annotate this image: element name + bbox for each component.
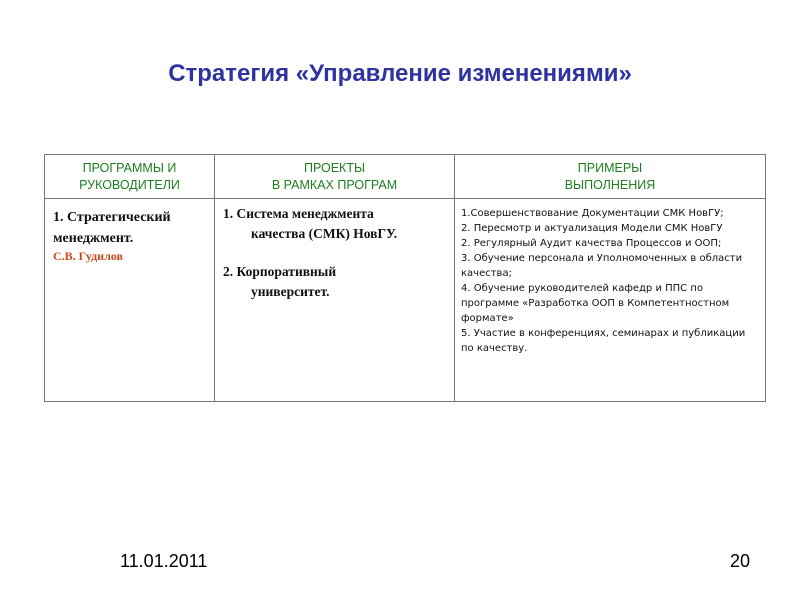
- slide-title: Стратегия «Управление изменениями»: [168, 60, 632, 87]
- header-projects-line1: ПРОЕКТЫ: [303, 160, 366, 175]
- header-examples: [455, 155, 766, 199]
- header-programs-line1: ПРОГРАММЫ И: [82, 160, 177, 175]
- header-projects: [215, 155, 455, 199]
- example-item-2: 2. Пересмотр и актуализация Модели СМК НовГУ: [461, 223, 723, 234]
- example-item-4: 3. Обучение персонала и Уполномоченных в области качества;: [461, 253, 743, 279]
- header-programs: [45, 155, 215, 199]
- program-leader: С.В. Гудилов: [53, 249, 123, 263]
- project-1-line2: качества (СМК) НовГУ.: [251, 226, 398, 241]
- projects-cell: [215, 199, 455, 402]
- header-programs-line2: РУКОВОДИТЕЛИ: [79, 177, 180, 192]
- program-name: 1. Стратегический менеджмент.: [53, 210, 171, 246]
- header-examples-line1: ПРИМЕРЫ: [577, 160, 643, 175]
- project-1-line1: 1. Система менеджмента: [223, 206, 374, 221]
- project-item-1: [215, 204, 454, 244]
- project-2-line2: университет.: [251, 284, 330, 299]
- program-cell: [45, 199, 215, 402]
- project-item-2: [215, 262, 454, 302]
- example-item-5: 4. Обучение руководителей кафедр и ППС по программе «Разработка ООП в Компетентностном формате»: [461, 283, 730, 324]
- project-2-line1: 2. Корпоративный: [223, 264, 337, 279]
- table-header-row: [45, 155, 766, 199]
- examples-list: [455, 199, 765, 356]
- example-item-1: 1.Совершенствование Документации СМК НовГУ;: [461, 208, 724, 219]
- strategy-table: [44, 154, 766, 402]
- header-examples-line2: ВЫПОЛНЕНИЯ: [564, 177, 656, 192]
- footer-date: 11.01.2011: [120, 551, 208, 571]
- examples-cell: [455, 199, 766, 402]
- table-row: [45, 199, 766, 402]
- example-item-3: 2. Регулярный Аудит качества Процессов и ООП;: [461, 238, 722, 249]
- page-number: 20: [730, 551, 751, 571]
- header-projects-line2: В РАМКАХ ПРОГРАМ: [271, 177, 398, 192]
- example-item-6: 5. Участие в конференциях, семинарах и публикации по качеству.: [461, 328, 746, 354]
